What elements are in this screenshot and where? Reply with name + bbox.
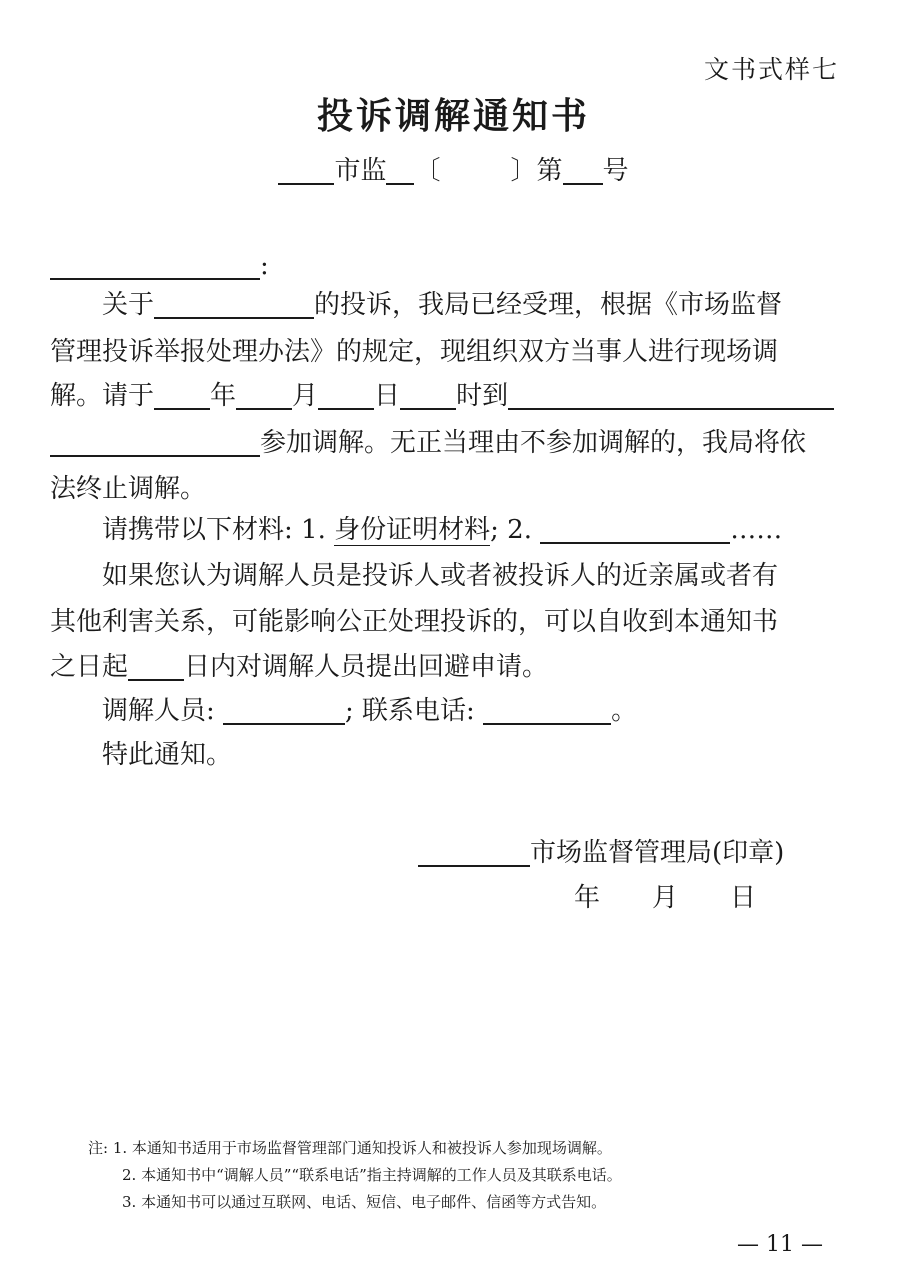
date-month-label: 月 (652, 883, 681, 913)
para3-line1: 如果您认为调解人员是投诉人或者被投诉人的近亲属或者有 (102, 561, 779, 591)
date-year-label: 年 (574, 883, 603, 913)
para3-line2: 其他利害关系，可能影响公正处理投诉的，可以自收到本通知书 (50, 607, 779, 637)
seal-line (418, 830, 784, 876)
closing-text: 特此通知。 (102, 740, 233, 770)
note-1: 注: 1. 本通知书适用于市场监督管理部门通知投诉人和被投诉人参加现场调解。 (88, 1139, 612, 1157)
mediator-label: 调解人员: (102, 696, 224, 726)
para1-line4-text: 参加调解。无正当理由不参加调解的，我局将依 (260, 428, 807, 458)
para1-line5: 法终止调解。 (50, 474, 207, 504)
para1-line3 (50, 373, 834, 419)
material-item-2-blank[interactable] (540, 512, 730, 544)
city-part: 市监 (334, 156, 387, 186)
day-blank[interactable] (318, 378, 374, 410)
note-3: 3. 本通知书可以通过互联网、电话、短信、电子邮件、信函等方式告知。 (122, 1193, 607, 1211)
hao-label: 号 (602, 156, 629, 186)
bureau-blank[interactable] (418, 835, 530, 867)
seal-text: 市场监督管理局(印章) (530, 838, 785, 868)
month-blank[interactable] (236, 378, 292, 410)
mediator-blank[interactable] (223, 693, 345, 725)
phone-label: ; 联系电话: (345, 696, 484, 726)
document-title: 投诉调解通知书 (316, 95, 590, 137)
contact-line (50, 688, 637, 734)
para1-line1 (50, 282, 782, 328)
number-blank[interactable] (563, 153, 603, 185)
materials-prefix: 请携带以下材料: 1. (102, 515, 335, 545)
addressee-blank[interactable] (50, 248, 260, 280)
location-blank-cont[interactable] (50, 425, 260, 457)
date-day-label: 日 (730, 883, 759, 913)
para3-from-day: 之日起 (50, 652, 129, 682)
para3-line3-text: 日内对调解人员提出回避申请。 (184, 652, 549, 682)
location-blank[interactable] (508, 378, 834, 410)
page-number: — 11 — (737, 1232, 823, 1257)
material-item-1: 身份证明材料 (334, 515, 491, 545)
year-blank[interactable] (154, 378, 210, 410)
addressee-colon: : (260, 251, 269, 281)
city-blank[interactable] (278, 153, 334, 185)
type-blank[interactable] (386, 153, 414, 185)
phone-blank[interactable] (483, 693, 611, 725)
materials-line (50, 507, 782, 553)
materials-sep: ; 2. (490, 515, 541, 545)
month-label: 月 (292, 381, 319, 411)
para1-line2: 管理投诉举报处理办法》的规定，现组织双方当事人进行现场调 (50, 337, 779, 367)
para1-line4 (50, 420, 806, 466)
materials-ellipsis: …… (730, 515, 783, 545)
bracket-close: 〕 (510, 156, 537, 186)
contact-end: 。 (611, 696, 638, 726)
note-2: 2. 本通知书中“调解人员”“联系电话”指主持调解的工作人员及其联系电话。 (122, 1166, 622, 1184)
date-line (574, 875, 758, 921)
document-number (0, 150, 907, 187)
para1-please: 解。请于 (50, 381, 155, 411)
hour-to-label: 时到 (456, 381, 509, 411)
bracket-open: 〔 (414, 156, 441, 186)
sample-label: 文书式样七 (703, 55, 839, 84)
para3-line3 (50, 644, 548, 690)
di-label: 第 (536, 156, 563, 186)
year-label: 年 (210, 381, 237, 411)
complaint-subject-blank[interactable] (154, 287, 314, 319)
para1-about: 关于 (102, 290, 155, 320)
day-label: 日 (374, 381, 401, 411)
hour-blank[interactable] (400, 378, 456, 410)
footnotes (88, 1135, 622, 1216)
days-blank[interactable] (128, 649, 184, 681)
para1-line1-text: 的投诉，我局已经受理，根据《市场监督 (314, 290, 783, 320)
